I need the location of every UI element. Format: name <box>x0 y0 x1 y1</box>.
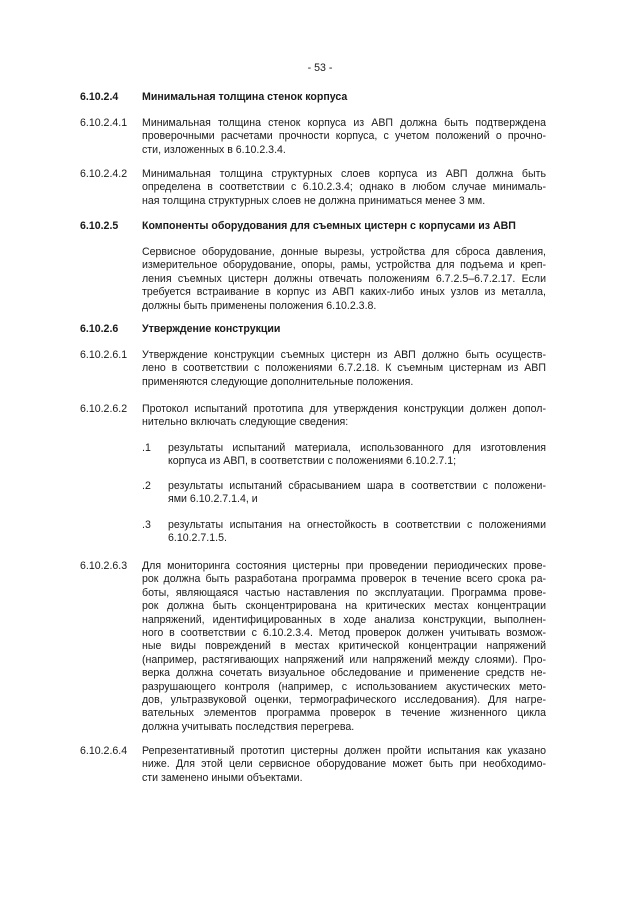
section-number: 6.10.2.4 <box>80 91 119 103</box>
text-line: результаты испытаний материала, использованного для изготовления <box>168 442 546 454</box>
text-line: Протокол испытаний прототипа для утверждения конструкции должен допол- <box>142 403 546 415</box>
text-line: Репрезентативный прототип цистерны должен пройти испытания как указано <box>142 745 546 757</box>
text-line: ного в соответствии с 6.10.2.3.4. Метод проверок должен учитывать возмож- <box>142 627 546 640</box>
text-line: сти, изложенных в 6.10.2.3.4. <box>142 143 286 156</box>
text-line: применяются следующие дополнительные положения. <box>142 375 414 388</box>
clause-number: 6.10.2.6.1 <box>80 349 128 361</box>
section-number: 6.10.2.5 <box>80 220 119 232</box>
text-line: нительно включать следующие сведения: <box>142 416 349 429</box>
text-line: Для мониторинга состояния цистерны при проведении периодических прове- <box>142 560 546 572</box>
section-title: Минимальная толщина стенок корпуса <box>142 91 348 103</box>
list-item-text <box>168 519 546 546</box>
text-line: проверочными расчетами прочности корпуса, с учетом положений о прочно- <box>142 130 546 143</box>
text-line: требуется встраивание в корпус из АВП каких-либо иных узлов из металла, <box>142 286 546 299</box>
text-line: (например, растягивающих напряжений или напряжений между слоями). Про- <box>142 653 546 666</box>
text-line: ями 6.10.2.7.1.4, и <box>168 493 258 506</box>
text-line: ная толщина структурных слоев не должна приниматься менее 3 мм. <box>142 194 486 207</box>
text-line: ления съемных цистерн должны отвечать положениям 6.7.2.5–6.7.2.17. Если <box>142 272 546 285</box>
text-line: рок должна быть разработана программа проверок в течение всего срока ра- <box>142 573 546 586</box>
clause-number: 6.10.2.4.1 <box>80 117 128 129</box>
section-number: 6.10.2.6 <box>80 323 119 335</box>
list-item-text <box>168 480 546 507</box>
text-line: Утверждение конструкции съемных цистерн из АВП должно быть осуществ- <box>142 349 546 361</box>
clause-text <box>142 745 546 785</box>
text-line: боты, являющаяся частью наставления по эксплуатации. Программа прове- <box>142 586 546 599</box>
text-line: результаты испытаний сбрасыванием шара в соответствии с положени- <box>168 480 546 492</box>
text-line: разрушающего контроля (например, с использованием акустических мето- <box>142 680 546 693</box>
text-line: 6.10.2.7.1.5. <box>168 532 227 545</box>
section-title: Компоненты оборудования для съемных цистерн с корпусами из АВП <box>142 220 516 232</box>
text-line: должны быть применены положения 6.10.2.3.8. <box>142 299 377 312</box>
clause-text <box>142 560 546 734</box>
text-line: верка должна сочетать визуальное обследование и применение средств не- <box>142 667 546 680</box>
text-line: рок должна быть сконцентрирована на критических местах концентрации <box>142 600 546 613</box>
text-line: ниже. Для этой цели сервисное оборудование может быть при необходимо- <box>142 758 546 771</box>
clause-text <box>142 246 546 313</box>
clause-text <box>142 403 546 430</box>
clause-text <box>142 168 546 208</box>
page-number: - 53 - <box>307 62 333 74</box>
text-line: результаты испытания на огнестойкость в соответствии с положениями <box>168 519 546 531</box>
text-line: лено в соответствии с положениями 6.7.2.18. К съемным цистернам из АВП <box>142 362 546 375</box>
list-marker: .1 <box>142 442 151 454</box>
text-line: сти заменено иными объектами. <box>142 771 303 784</box>
clause-number: 6.10.2.6.2 <box>80 403 128 415</box>
text-line: напряжений, идентифицированных в ходе анализа конструкции, выполнен- <box>142 613 546 626</box>
clause-number: 6.10.2.6.4 <box>80 745 128 757</box>
clause-number: 6.10.2.4.2 <box>80 168 128 180</box>
list-marker: .3 <box>142 519 151 531</box>
list-marker: .2 <box>142 480 151 492</box>
text-line: вательных элементов программа проверок в течение жизненного цикла <box>142 707 546 720</box>
text-line: дов, ультразвуковой оценки, термографического исследования). Для нагре- <box>142 694 546 707</box>
text-line: измерительное оборудование, опоры, рамы, устройства для подъема и креп- <box>142 259 546 272</box>
text-line: должна учитывать последствия перегрева. <box>142 720 355 733</box>
text-line: Минимальная толщина структурных слоев корпуса из АВП должна быть <box>142 168 546 180</box>
text-line: определена в соответствии с 6.10.2.3.4; однако в любом случае минималь- <box>142 181 546 194</box>
text-line: корпуса из АВП, в соответствии с положениями 6.10.2.7.1; <box>168 455 457 468</box>
clause-number: 6.10.2.6.3 <box>80 560 128 572</box>
list-item-text <box>168 442 546 469</box>
text-line: Сервисное оборудование, донные вырезы, устройства для сброса давления, <box>142 246 546 258</box>
text-line: ные виды повреждений в местах критической концентрации напряжений <box>142 640 546 653</box>
text-line: Минимальная толщина стенок корпуса из АВП должна быть подтверждена <box>142 117 546 129</box>
clause-text <box>142 349 546 389</box>
clause-text <box>142 117 546 157</box>
section-title: Утверждение конструкции <box>142 323 281 335</box>
